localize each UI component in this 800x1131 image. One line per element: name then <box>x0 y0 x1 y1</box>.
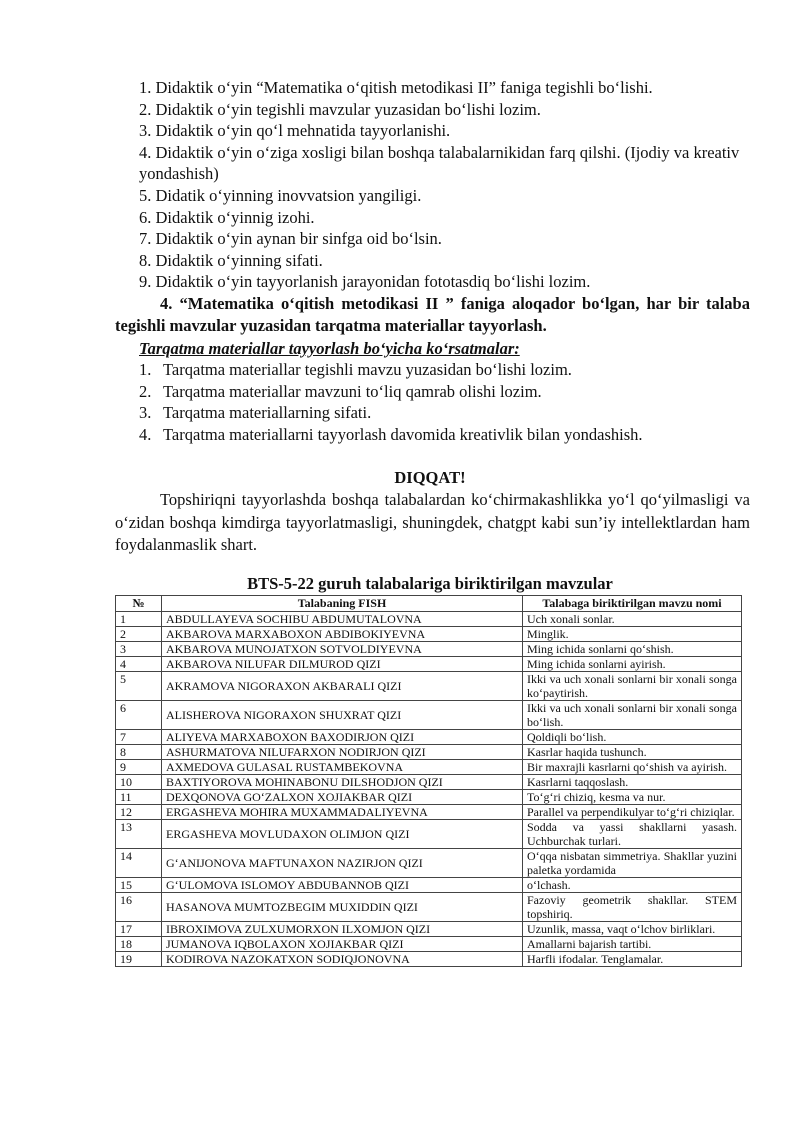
list-item: 2. Tarqatma materiallar mavzuni to‘liq qamrab olishi lozim. <box>139 381 542 401</box>
list-item: 4. Didaktik o‘yin o‘ziga xosligi bilan boshqa talabalarnikidan farq qilshi. (Ijodiy va kreativ yondashish) <box>139 142 740 184</box>
game-requirements-list <box>139 77 759 293</box>
attention-text: Topshiriqni tayyorlashda boshqa talabalardan ko‘chirmakashlikka yo‘l qo‘yilmasligi va o‘zidan boshqa kimdirga tayyorlatmasligi, shuningdek, chatgpt kabi sun’iy intellektlardan ham foydalanmaslik shart. <box>115 490 750 555</box>
table-row: 19 KODIROVA NAZOKATXON SODIQJONOVNA Harfli ifodalar. Tenglamalar. <box>116 952 742 967</box>
topics-table <box>115 595 742 967</box>
table-title: BTS-5-22 guruh talabalariga biriktirilgan mavzular <box>247 574 613 593</box>
header-student-name: Talabaning FISH <box>162 596 523 612</box>
instructions-subheading: Tarqatma materiallar tayyorlash bo‘yicha ko‘rsatmalar: <box>139 339 520 358</box>
handout-requirements-list <box>139 359 759 445</box>
list-item: 6. Didaktik o‘yinnig izohi. <box>139 207 315 227</box>
list-item: 5. Didatik o‘yinning inovvatsion yangiligi. <box>139 185 422 205</box>
table-row: 1 ABDULLAYEVA SOCHIBU ABDUMUTALOVNA Uch xonali sonlar. <box>116 612 742 627</box>
header-topic: Talabaga biriktirilgan mavzu nomi <box>523 596 742 612</box>
table-row: 9 AXMEDOVA GULASAL RUSTAMBEKOVNA Bir maxrajli kasrlarni qo‘shish va ayirish. <box>116 760 742 775</box>
table-row: 6 ALISHEROVA NIGORAXON SHUXRAT QIZI Ikki va uch xonali sonlarni bir xonali songa bo‘lish. <box>116 701 742 730</box>
table-row: 11 DEXQONOVA GO‘ZALXON XOJIAKBAR QIZI To‘g‘ri chiziq, kesma va nur. <box>116 790 742 805</box>
list-item: 9. Didaktik o‘yin tayyorlanish jarayonidan fototasdiq bo‘lishi lozim. <box>139 272 591 292</box>
table-row: 12 ERGASHEVA MOHIRA MUXAMMADALIYEVNA Parallel va perpendikulyar to‘g‘ri chiziqlar. <box>116 805 742 820</box>
table-row: 8 ASHURMATOVA NILUFARXON NODIRJON QIZI Kasrlar haqida tushunch. <box>116 745 742 760</box>
table-row: 17 IBROXIMOVA ZULXUMORXON ILXOMJON QIZI Uzunlik, massa, vaqt o‘lchov birliklari. <box>116 922 742 937</box>
list-item: 1. Didaktik o‘yin “Matematika o‘qitish metodikasi II” faniga tegishli bo‘lishi. <box>139 78 653 97</box>
table-row: 7 ALIYEVA MARXABOXON BAXODIRJON QIZI Qoldiqli bo‘lish. <box>116 730 742 745</box>
list-item: 1. Tarqatma materiallar tegishli mavzu yuzasidan bo‘lishi lozim. <box>139 360 572 379</box>
list-item: 8. Didaktik o‘yinning sifati. <box>139 250 323 270</box>
section-4-heading: 4. “Matematika o‘qitish metodikasi II ” faniga aloqador bo‘lgan, har bir talaba tegishli mavzular yuzasidan tarqatma materiallar tayyorlash. <box>115 294 750 335</box>
table-row: 10 BAXTIYOROVA MOHINABONU DILSHODJON QIZI Kasrlarni taqqoslash. <box>116 775 742 790</box>
table-row: 5 AKRAMOVA NIGORAXON AKBARALI QIZI Ikki va uch xonali sonlarni bir xonali songa ko‘paytirish. <box>116 672 742 701</box>
list-item: 2. Didaktik o‘yin tegishli mavzular yuzasidan bo‘lishi lozim. <box>139 99 541 119</box>
list-item: 3. Didaktik o‘yin qo‘l mehnatida tayyorlanishi. <box>139 121 451 141</box>
table-row: 16 HASANOVA MUMTOZBEGIM MUXIDDIN QIZI Fazoviy geometrik shakllar. STEM topshiriq. <box>116 893 742 922</box>
table-row: 13 ERGASHEVA MOVLUDAXON OLIMJON QIZI Sodda va yassi shakllarni yasash. Uchburchak turlari. <box>116 820 742 849</box>
header-number: № <box>116 596 162 612</box>
list-item: 7. Didaktik o‘yin aynan bir sinfga oid bo‘lsin. <box>139 229 442 249</box>
table-row: 4 AKBAROVA NILUFAR DILMUROD QIZI Ming ichida sonlarni ayirish. <box>116 657 742 672</box>
table-row: 15 G‘ULOMOVA ISLOMOY ABDUBANNOB QIZI o‘lchash. <box>116 878 742 893</box>
table-row: 14 G‘ANIJONOVA MAFTUNAXON NAZIRJON QIZI O‘qqa nisbatan simmetriya. Shakllar yuzini paletka yordamida <box>116 849 742 878</box>
table-row: 18 JUMANOVA IQBOLAXON XOJIAKBAR QIZI Amallarni bajarish tartibi. <box>116 937 742 952</box>
table-row: 2 AKBAROVA MARXABOXON ABDIBOKIYEVNA Minglik. <box>116 627 742 642</box>
attention-title: DIQQAT! <box>394 468 466 487</box>
table-row: 3 AKBAROVA MUNOJATXON SOTVOLDIYEVNA Ming ichida sonlarni qo‘shish. <box>116 642 742 657</box>
list-item: 3. Tarqatma materiallarning sifati. <box>139 403 372 423</box>
list-item: 4. Tarqatma materiallarni tayyorlash davomida kreativlik bilan yondashish. <box>139 424 643 444</box>
table-header-row <box>116 596 742 612</box>
